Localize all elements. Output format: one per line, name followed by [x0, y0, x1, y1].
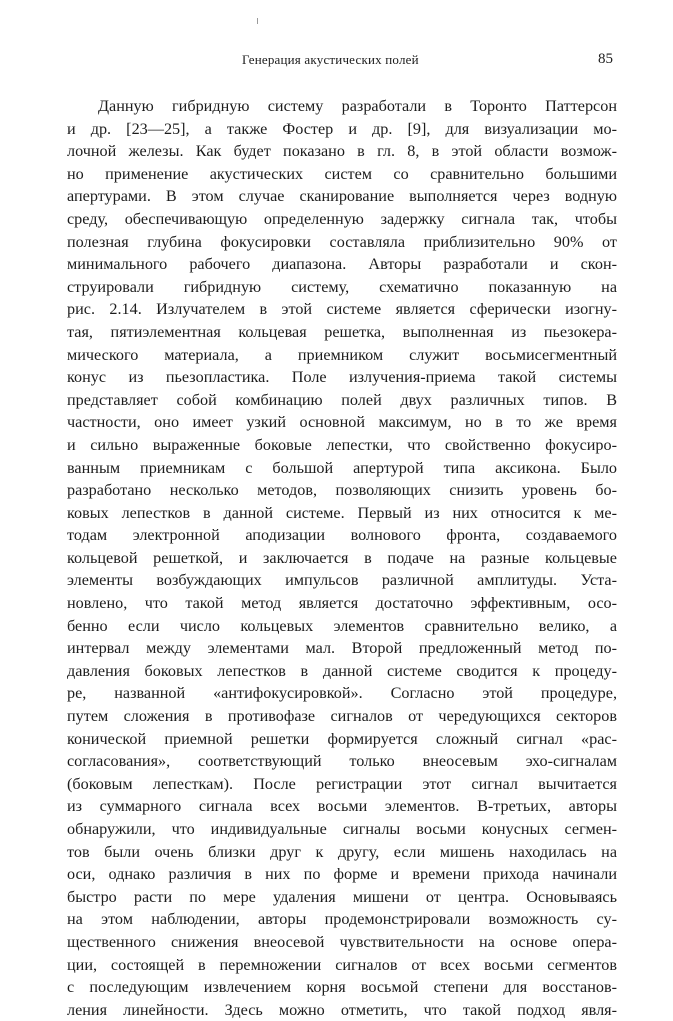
text-line: давления боковых лепестков в данной системе сводится к процеду- — [67, 661, 617, 680]
text-line: конус из пьезопластика. Поле излучения-приема такой системы — [67, 368, 617, 387]
text-line: частности, оно имеет узкий основной максимум, но в то же время — [67, 413, 617, 432]
text-line: среду, обеспечивающую определенную задержку сигнала так, чтобы — [67, 209, 617, 228]
text-line: Данную гибридную систему разработали в Торонто Паттерсон — [98, 97, 617, 115]
text-line: обнаружили, что индивидуальные сигналы восьми конусных сегмен- — [67, 820, 617, 838]
text-line: быстро расти по мере удаления мишени от центра. Основываясь — [67, 887, 617, 906]
text-line: щественного снижения внеосевой чувствительности на основе опера- — [67, 932, 617, 951]
text-line: ре, названной «антифокусировкой». Согласно этой процедуре, — [67, 684, 617, 703]
body-text — [67, 95, 617, 1021]
text-line: интервал между элементами мал. Второй предложенный метод по- — [67, 639, 617, 658]
running-header — [0, 52, 673, 74]
text-line: апертурами. В этом случае сканирование выполняется через водную — [67, 187, 617, 206]
text-line: ления линейности. Здесь можно отметить, что такой подход явля- — [67, 1000, 617, 1019]
text-line: ванным приемникам с большой апертурой типа аксикона. Было — [67, 458, 617, 477]
text-line: согласования», соответствующий только внеосевым эхо-сигналам — [67, 752, 617, 771]
text-line: и сильно выраженные боковые лепестки, что свойственно фокусиро- — [67, 435, 617, 454]
text-line: и др. [23—25], а также Фостер и др. [9], для визуализации мо- — [67, 119, 617, 138]
text-line: тая, пятиэлементная кольцевая решетка, выполненная из пьезокера- — [67, 322, 617, 341]
running-title: Генерация акустических полей — [242, 52, 419, 67]
text-line: из суммарного сигнала всех восьми элементов. В-третьих, авторы — [67, 797, 617, 816]
text-line: ковых лепестков в данной системе. Первый из них относится к ме- — [67, 503, 617, 522]
text-line: кольцевой решеткой, и заключается в подаче на разные кольцевые — [67, 548, 617, 567]
text-line: полезная глубина фокусировки составляла приблизительно 90% от — [67, 232, 617, 251]
text-line: представляет собой комбинацию полей двух различных типов. В — [67, 390, 617, 409]
text-line: рис. 2.14. Излучателем в этой системе является сферически изогну- — [67, 300, 617, 319]
text-line: элементы возбуждающих импульсов различной амплитуды. Уста- — [67, 571, 617, 590]
text-line: ции, состоящей в перемножении сигналов от всех восьми сегментов — [67, 955, 617, 974]
text-line: мического материала, а приемником служит восьмисегментный — [67, 345, 617, 364]
text-line: на этом наблюдении, авторы продемонстрировали возможность су- — [67, 910, 617, 929]
text-line: конической приемной решетки формируется сложный сигнал «рас- — [67, 729, 617, 748]
text-line: путем сложения в противофазе сигналов от чередующихся секторов — [67, 707, 617, 726]
text-line: с последующим извлечением корня восьмой степени для восстанов- — [67, 978, 617, 997]
text-line: струировали гибридную систему, схематично показанную на — [67, 277, 617, 296]
text-line: лочной железы. Как будет показано в гл. 8, в этой области возмож- — [67, 142, 617, 161]
text-line: разработано несколько методов, позволяющих снизить уровень бо- — [67, 481, 617, 500]
text-line: оси, однако различия в них по форме и времени прихода начинали — [67, 865, 617, 884]
text-line: тодам электронной аподизации волнового фронта, создаваемого — [67, 526, 617, 545]
text-line: бенно если число кольцевых элементов сравнительно велико, а — [67, 616, 617, 635]
text-line: минимального рабочего диапазона. Авторы разработали и скон- — [67, 255, 617, 274]
text-line: (боковым лепесткам). После регистрации этот сигнал вычитается — [67, 774, 617, 793]
text-line: новлено, что такой метод является достаточно эффективным, осо- — [67, 594, 617, 613]
scan-tick-mark — [257, 18, 258, 24]
text-line: но применение акустических систем со сравнительно большими — [67, 164, 617, 183]
text-line: тов были очень близки друг к другу, если мишень находилась на — [67, 842, 617, 861]
page-number: 85 — [598, 51, 613, 67]
